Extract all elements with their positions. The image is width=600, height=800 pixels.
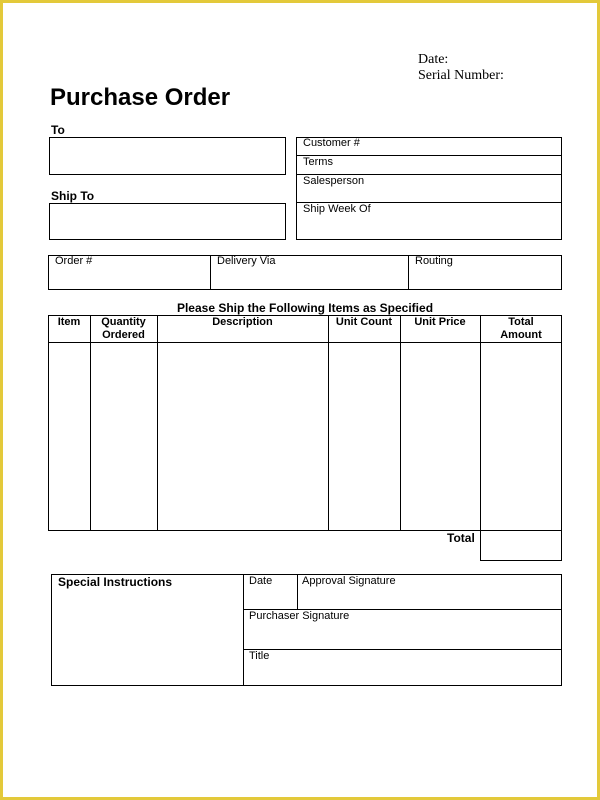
divider — [243, 574, 244, 686]
divider — [297, 574, 298, 609]
column-divider — [400, 315, 401, 531]
column-header-item: Item — [57, 316, 81, 328]
table-header-divider — [48, 342, 562, 343]
column-header-total-amount: Total Amount — [500, 316, 542, 341]
to-label: To — [51, 123, 65, 137]
delivery-via-label: Delivery Via — [217, 255, 276, 267]
purchaser-signature-label: Purchaser Signature — [249, 610, 350, 622]
total-field[interactable] — [480, 530, 562, 561]
title-label: Title — [249, 650, 270, 662]
total-label: Total — [447, 531, 475, 545]
column-header-unit-count: Unit Count — [335, 316, 393, 328]
approval-signature-label: Approval Signature — [302, 575, 396, 587]
page-title: Purchase Order — [50, 84, 231, 111]
items-instruction: Please Ship the Following Items as Specified — [176, 301, 434, 315]
column-divider — [90, 315, 91, 531]
customer-number-label: Customer # — [303, 137, 360, 149]
items-table — [48, 315, 562, 531]
special-instructions-label: Special Instructions — [58, 575, 173, 589]
ship-to-field[interactable] — [49, 203, 286, 240]
salesperson-label: Salesperson — [303, 175, 365, 187]
column-header-unit-price: Unit Price — [414, 316, 466, 328]
divider — [408, 255, 409, 290]
ship-to-label: Ship To — [51, 189, 95, 203]
column-divider — [157, 315, 158, 531]
date-label: Date: — [418, 52, 449, 67]
footer-box — [51, 574, 562, 686]
divider — [296, 155, 562, 156]
column-divider — [328, 315, 329, 531]
to-field[interactable] — [49, 137, 286, 175]
routing-label: Routing — [415, 255, 453, 267]
ship-week-label: Ship Week Of — [303, 203, 371, 215]
serial-number-label: Serial Number: — [418, 68, 504, 83]
order-number-label: Order # — [55, 255, 93, 267]
column-header-quantity: Quantity Ordered — [101, 316, 146, 341]
customer-info-box — [296, 137, 562, 240]
footer-date-label: Date — [249, 575, 273, 587]
divider — [243, 649, 562, 650]
column-divider — [480, 315, 481, 531]
terms-label: Terms — [303, 156, 333, 168]
order-info-box — [48, 255, 562, 290]
column-header-description: Description — [212, 316, 273, 328]
divider — [210, 255, 211, 290]
